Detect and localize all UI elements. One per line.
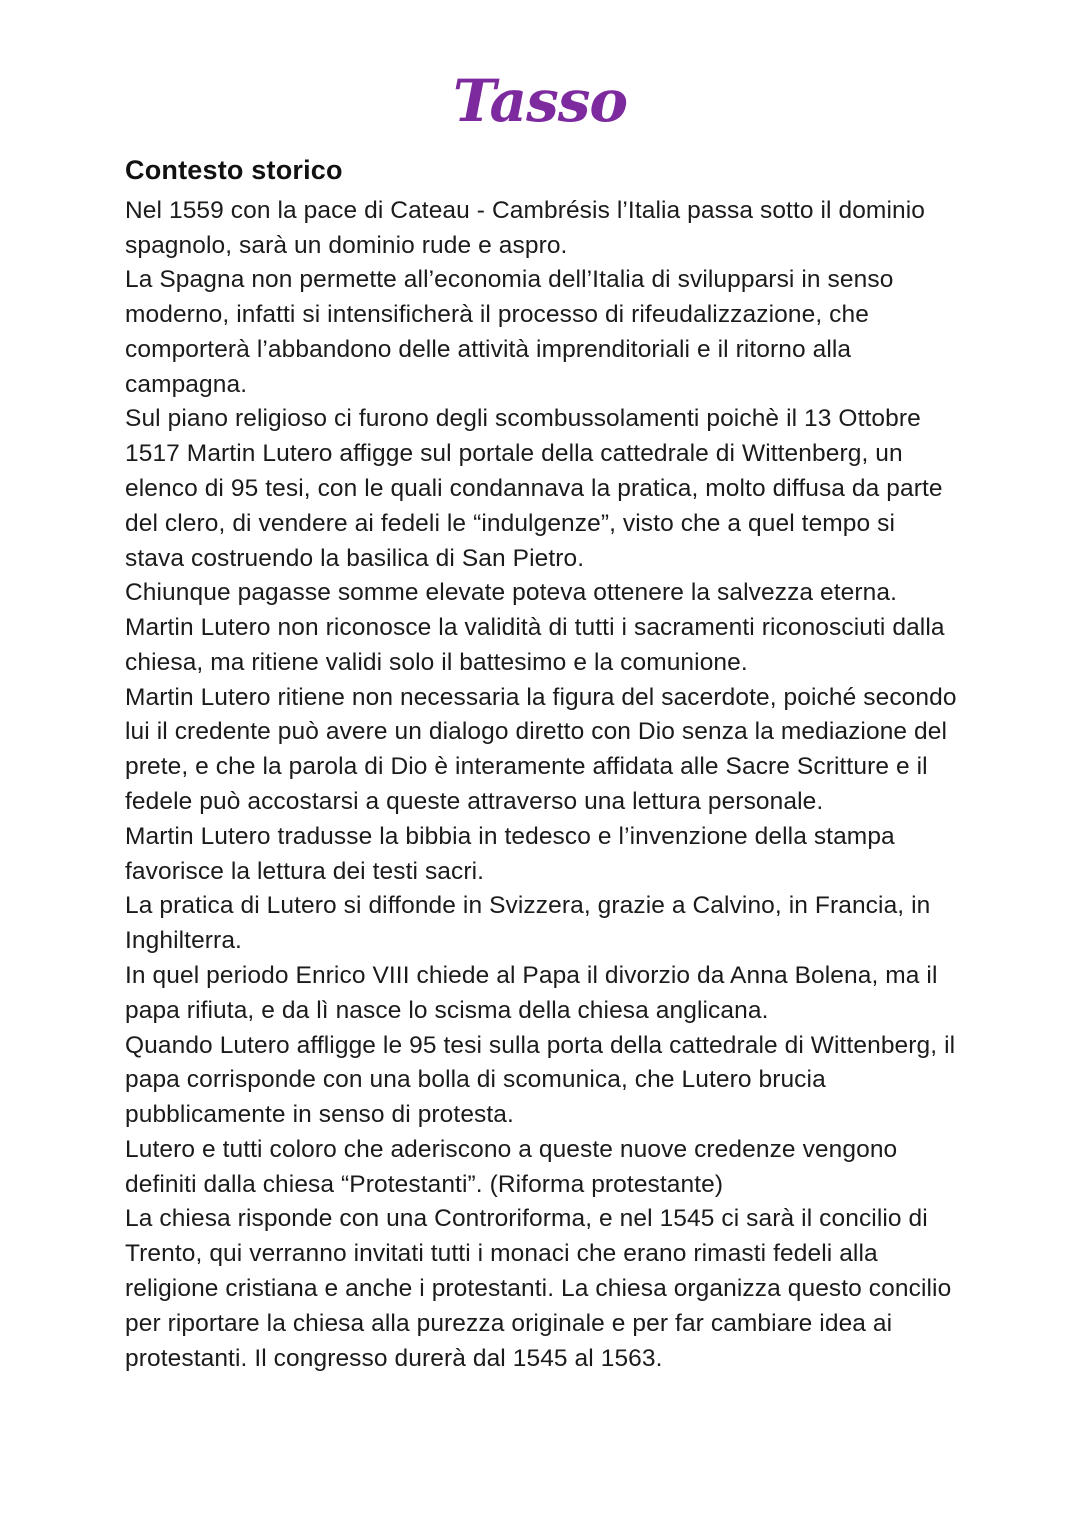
section-heading-contesto-storico: Contesto storico [125, 155, 343, 185]
paragraph: Martin Lutero non riconosce la validità di tutti i sacramenti riconosciuti dalla chiesa, ma ritiene validi solo il battesimo e la comunione. [125, 614, 945, 676]
document-body [0, 130, 1080, 1376]
document-title: Tasso [452, 67, 628, 135]
paragraph: Martin Lutero ritiene non necessaria la figura del sacerdote, poiché secondo lui il credente può avere un dialogo diretto con Dio senza la mediazione del prete, e che la parola di Dio è interamente affidata alle Sacre Scritture e il fedele può accostarsi a queste attraverso una lettura personale. [125, 683, 957, 816]
paragraph: La chiesa risponde con una Controriforma, e nel 1545 ci sarà il concilio di Trento, qui verranno invitati tutti i monaci che erano rimasti fedeli alla religione cristiana e anche i protestanti. La chiesa organizza questo concilio per riportare la chiesa alla purezza originale e per far cambiare idea ai protestanti. Il congresso durerà dal 1545 al 1563. [125, 1205, 952, 1372]
paragraph: Lutero e tutti coloro che aderiscono a queste nuove credenze vengono definiti dalla chiesa “Protestanti”. (Riforma protestante) [125, 1135, 898, 1198]
paragraph: Chiunque pagasse somme elevate poteva ottenere la salvezza eterna. [125, 579, 898, 607]
paragraph: Sul piano religioso ci furono degli scombussolamenti poichè il 13 Ottobre 1517 Martin Lutero affigge sul portale della cattedrale di Wittenberg, un elenco di 95 tesi, con le quali condannava la pratica, molto diffusa da parte del clero, di vendere ai fedeli le “indulgenze”, visto che a quel tempo si stava costruendo la basilica di San Pietro. [125, 405, 943, 572]
paragraph: Nel 1559 con la pace di Cateau - Cambrésis l’Italia passa sotto il dominio spagnolo, sarà un dominio rude e aspro. [125, 196, 925, 259]
paragraph: In quel periodo Enrico VIII chiede al Papa il divorzio da Anna Bolena, ma il papa rifiuta, e da lì nasce lo scisma della chiesa anglicana. [125, 961, 938, 1024]
paragraph: La pratica di Lutero si diffonde in Svizzera, grazie a Calvino, in Francia, in Inghilterra. [125, 892, 931, 955]
paragraph: Quando Lutero affligge le 95 tesi sulla porta della cattedrale di Wittenberg, il papa corrisponde con una bolla di scomunica, che Lutero brucia pubblicamente in senso di protesta. [125, 1031, 956, 1129]
paragraph: La Spagna non permette all’economia dell’Italia di svilupparsi in senso moderno, infatti si intensificherà il processo di rifeudalizzazione, che comporterà l’abbandono delle attività imprenditoriali e il ritorno alla campagna. [125, 266, 894, 398]
paragraph: Martin Lutero tradusse la bibbia in tedesco e l’invenzione della stampa favorisce la lettura dei testi sacri. [125, 822, 895, 885]
